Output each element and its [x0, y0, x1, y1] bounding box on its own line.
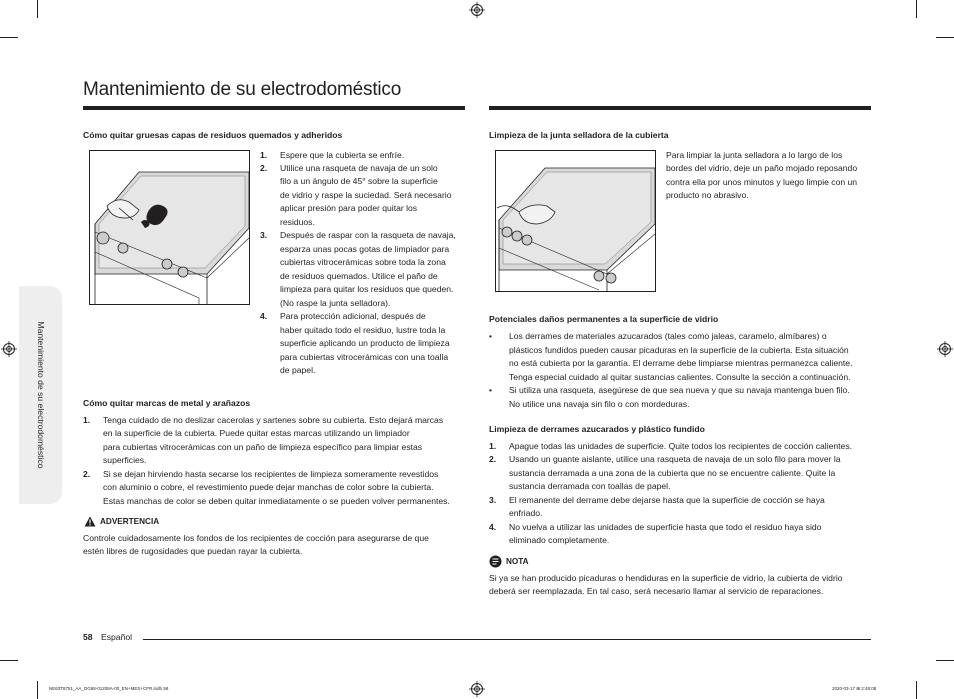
- step-text: Usando un guante aislante, utilice una rasqueta de navaja de un solo filo para mover la: [509, 454, 841, 464]
- step-text: enfriado.: [509, 508, 543, 518]
- step-number: 3.: [260, 230, 268, 240]
- paragraph-line: contra ella por unos minutos y luego limpie con un: [666, 177, 858, 187]
- note-icon: [489, 555, 502, 568]
- step-text: limpieza para quitar los residuos que queden.: [280, 284, 454, 294]
- step-text: sustancia derramada a una zona de la cubierta que no se encuentre caliente. Quite la: [509, 468, 836, 478]
- note-label: NOTA: [506, 557, 529, 566]
- note-text: Si ya se han producido picaduras o hendiduras en la superficie de vidrio, la cubierta de vidrio: [489, 573, 843, 583]
- registration-mark-icon: [469, 2, 485, 18]
- bullet-mark: •: [489, 331, 493, 341]
- step-text: sustancia derramada con toallas de papel.: [509, 481, 671, 491]
- step-number: 2.: [489, 454, 497, 464]
- step-text: Estas manchas de color se deben quitar inmediatamente o se pueden volver permanentes.: [103, 496, 450, 506]
- warning-label: ADVERTENCIA: [100, 517, 160, 526]
- warning-triangle-icon: [84, 516, 96, 527]
- step-text: para cubiertas vitrocerámicas con un paño de limpieza específico para limpiar estas: [103, 442, 423, 452]
- paragraph-line: bordes del vidrio, deje un paño mojado reposando: [666, 163, 858, 173]
- step-number: 2.: [83, 469, 91, 479]
- page-number: 58: [83, 632, 93, 642]
- crop-mark: [936, 660, 954, 661]
- step-text: No vuelva a utilizar las unidades de superficie hasta que todo el residuo haya sido: [509, 522, 822, 532]
- title-rule: [83, 106, 465, 110]
- step-text: con aluminio o cobre, el revestimiento puede dejar manchas de color sobre la cubierta.: [103, 482, 434, 492]
- crop-mark: [0, 660, 18, 661]
- section-heading: Cómo quitar marcas de metal y arañazos: [83, 398, 251, 408]
- step-text: Para protección adicional, después de: [280, 311, 426, 321]
- step-text: Si se dejan hirviendo hasta secarse los recipientes de limpieza someramente revestidos: [103, 469, 439, 479]
- bullet-text: Si utiliza una rasqueta, asegúrese de que sea nueva y que su navaja mantenga buen filo.: [509, 385, 850, 395]
- step-text: haber quitado todo el residuo, lustre toda la: [280, 325, 446, 335]
- step-text: para cubiertas vitrocerámicas con una toalla: [280, 352, 449, 362]
- step-text: de vidrio y raspe la suciedad. Será necesario: [280, 190, 452, 200]
- bullet-mark: •: [489, 385, 493, 395]
- step-text: Después de raspar con la rasqueta de navaja,: [280, 230, 456, 240]
- warning-text: Controle cuidadosamente los fondos de los recipientes de cocción para asegurarse de que: [83, 533, 429, 543]
- step-text: Tenga cuidado de no deslizar cacerolas y sartenes sobre su cubierta. Esto dejará marcas: [103, 415, 444, 425]
- crop-mark: [37, 0, 38, 18]
- registration-mark-icon: [937, 341, 953, 357]
- side-tab-label: Mantenimiento de su electrodoméstico: [36, 321, 46, 469]
- step-number: 2.: [260, 163, 268, 173]
- step-number: 3.: [489, 495, 497, 505]
- step-number: 1.: [489, 441, 497, 451]
- step-text: Apague todas las unidades de superficie. Quite todos los recipientes de cocción calientes.: [509, 441, 853, 451]
- step-text: El remanente del derrame debe dejarse hasta que la superficie de cocción se haya: [509, 495, 825, 505]
- step-text: Espere que la cubierta se enfríe.: [280, 150, 405, 160]
- note-text: deberá ser reemplazada. En tal caso, será necesario llamar al servicio de reparaciones.: [489, 586, 824, 596]
- page-language: Español: [101, 632, 133, 642]
- crop-mark: [936, 37, 954, 38]
- footer-rule: [143, 639, 871, 640]
- section-heading: Limpieza de derrames azucarados y plástico fundido: [489, 424, 705, 434]
- title-rule: [489, 106, 871, 110]
- seal-cleaning-illustration: [495, 150, 656, 292]
- print-date: 2020-03-17 ⊞ 2:48:08: [832, 686, 877, 691]
- step-text: superficie aplicando un producto de limpieza: [280, 338, 450, 348]
- step-number: 1.: [260, 150, 268, 160]
- registration-mark-icon: [469, 681, 485, 697]
- cooktop-scraping-illustration: [89, 150, 250, 305]
- step-text: Utilice una rasqueta de navaja de un solo: [280, 163, 438, 173]
- section-heading: Limpieza de la junta selladora de la cubierta: [489, 130, 669, 140]
- crop-mark: [37, 681, 38, 699]
- step-text: superficies.: [103, 455, 147, 465]
- page-title: Mantenimiento de su electrodoméstico: [83, 79, 402, 100]
- step-text: (No raspe la junta selladora).: [280, 298, 391, 308]
- step-number: 1.: [83, 415, 91, 425]
- step-text: cubiertas vitrocerámicas sobre toda la zona: [280, 257, 446, 267]
- paragraph-line: Para limpiar la junta selladora a lo largo de los: [666, 150, 843, 160]
- bullet-text: Tenga especial cuidado al quitar sustancias calientes. Consulte la sección a continuación.: [509, 372, 851, 382]
- step-text: de residuos quemados. Utilice el paño de: [280, 271, 438, 281]
- bullet-text: Los derrames de materiales azucarados (tales como jaleas, caramelo, almíbares) o: [509, 331, 827, 341]
- bullet-text: no está cubierta por la garantía. El derrame debe limpiarse mientras permanezca caliente.: [509, 358, 853, 368]
- section-heading: Cómo quitar gruesas capas de residuos quemados y adheridos: [83, 130, 343, 140]
- step-number: 4.: [260, 311, 268, 321]
- crop-mark: [916, 0, 917, 18]
- crop-mark: [0, 37, 18, 38]
- warning-text: estén libres de rugosidades que puedan rayar la cubierta.: [83, 546, 303, 556]
- registration-mark-icon: [1, 341, 17, 357]
- step-text: residuos.: [280, 217, 315, 227]
- step-number: 4.: [489, 522, 497, 532]
- print-slug: NE63T8751_AA_DG68-01208A-00_EN+MES+CFR.indb 58: [49, 686, 169, 691]
- paragraph-line: producto no abrasivo.: [666, 190, 749, 200]
- crop-mark: [916, 681, 917, 699]
- bullet-text: plásticos fundidos pueden causar picaduras en la superficie de la cubierta. Esta situación: [509, 345, 849, 355]
- step-text: esparza unas pocas gotas de limpiador para: [280, 244, 450, 254]
- step-text: en la superficie de la cubierta. Puede quitar estas marcas utilizando un limpiador: [103, 428, 410, 438]
- step-text: filo a un ángulo de 45° sobre la superficie: [280, 176, 438, 186]
- bullet-text: No utilice una navaja sin filo o con mordeduras.: [509, 399, 690, 409]
- step-text: aplicar presión para poder quitar los: [280, 203, 418, 213]
- step-text: de papel.: [280, 365, 316, 375]
- step-text: eliminado completamente.: [509, 535, 610, 545]
- section-heading: Potenciales daños permanentes a la superficie de vidrio: [489, 314, 719, 324]
